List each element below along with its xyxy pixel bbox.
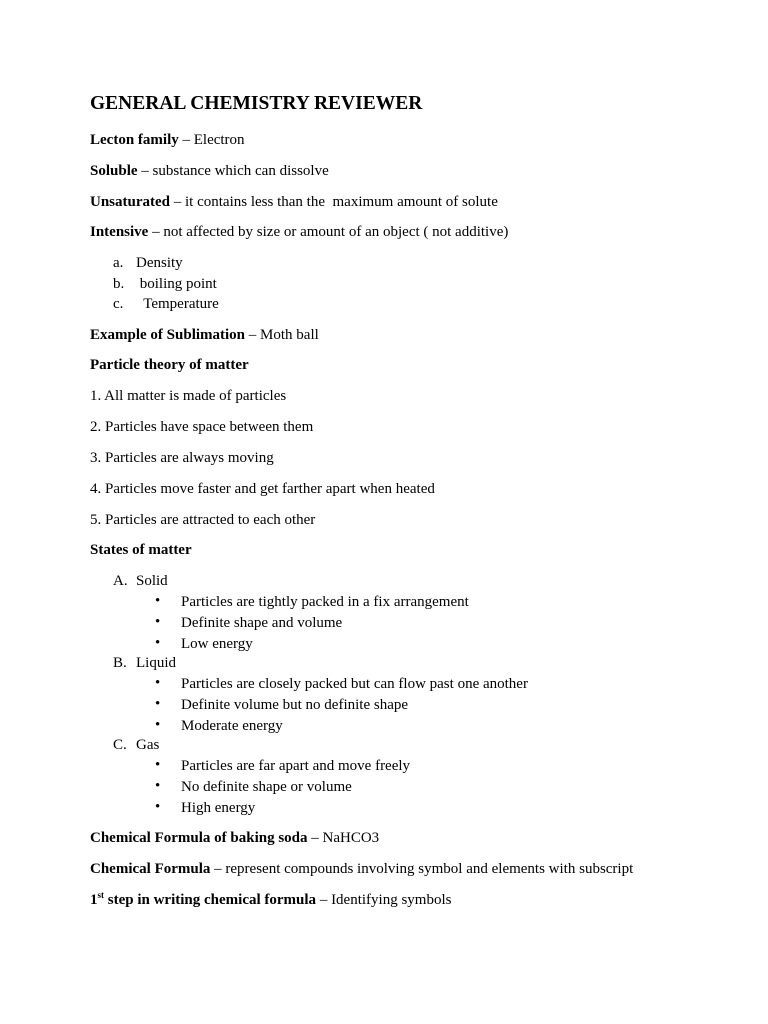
particle-theory-item: 4. Particles move faster and get farther apart when heated (90, 481, 435, 497)
state-marker: B. (113, 655, 127, 671)
page-title: GENERAL CHEMISTRY REVIEWER (90, 93, 423, 114)
definition: Electron (193, 132, 245, 148)
separator: – (178, 132, 194, 148)
bullet-icon: • (155, 696, 161, 712)
bullet-icon: • (155, 799, 161, 815)
state-marker: C. (113, 737, 127, 753)
list-item (113, 254, 123, 272)
list-item-text: boiling point (136, 276, 217, 292)
definition-unsaturated (90, 193, 498, 211)
definition: not affected by size or amount of an object ( not additive) (163, 224, 509, 240)
definition: NaHCO3 (322, 830, 380, 846)
term: Chemical Formula (90, 861, 211, 877)
list-marker: b. (113, 276, 125, 292)
list-item-text: Density (136, 255, 183, 271)
particle-theory-item: 5. Particles are attracted to each other (90, 512, 316, 528)
bullet-icon: • (155, 593, 161, 609)
list-item (113, 295, 123, 313)
term: Unsaturated (90, 194, 171, 210)
step-number: 1 (90, 892, 98, 908)
definition: Identifying symbols (331, 892, 452, 908)
term: Example of Sublimation (90, 327, 246, 343)
separator: – (307, 830, 323, 846)
state-point: No definite shape or volume (181, 779, 352, 795)
list-marker: c. (113, 296, 124, 312)
state-point: Low energy (181, 636, 253, 652)
particle-theory-item: 2. Particles have space between them (90, 419, 314, 435)
state-name: Gas (136, 737, 160, 753)
bullet-icon: • (155, 635, 161, 651)
section-heading-particle-theory: Particle theory of matter (90, 357, 249, 373)
definition-lecton-family (90, 131, 245, 149)
list-item-text: Temperature (136, 296, 219, 312)
bullet-icon: • (155, 757, 161, 773)
state-point: Particles are far apart and move freely (181, 758, 411, 774)
separator: – (148, 224, 164, 240)
definition-soluble (90, 162, 329, 180)
state-point: Particles are closely packed but can flow past one another (181, 676, 528, 692)
step-ordinal-suffix: st (97, 890, 104, 900)
term: Chemical Formula of baking soda (90, 830, 308, 846)
state-marker: A. (113, 573, 128, 589)
definition-intensive (90, 223, 508, 241)
bullet-icon: • (155, 614, 161, 630)
section-heading-states-of-matter: States of matter (90, 542, 192, 558)
state-point: Definite volume but no definite shape (181, 697, 409, 713)
definition: represent compounds involving symbol and elements with subscript (225, 861, 634, 877)
state-point: Moderate energy (181, 718, 283, 734)
state-name: Solid (136, 573, 168, 589)
separator: – (137, 163, 153, 179)
particle-theory-item: 1. All matter is made of particles (90, 388, 287, 404)
state-point: Particles are tightly packed in a fix arrangement (181, 594, 469, 610)
state-name: Liquid (136, 655, 176, 671)
definition-chemical-formula (90, 860, 633, 878)
definition: it contains less than the maximum amount of solute (185, 194, 498, 210)
separator: – (170, 194, 186, 210)
term: Intensive (90, 224, 149, 240)
definition: substance which can dissolve (152, 163, 329, 179)
term: Lecton family (90, 132, 179, 148)
state-point: Definite shape and volume (181, 615, 343, 631)
bullet-icon: • (155, 778, 161, 794)
particle-theory-item: 3. Particles are always moving (90, 450, 274, 466)
separator: – (210, 861, 226, 877)
bullet-icon: • (155, 675, 161, 691)
definition-first-step (90, 891, 451, 909)
term: step in writing chemical formula (104, 892, 317, 908)
state-point: High energy (181, 800, 256, 816)
separator: – (245, 327, 261, 343)
list-marker: a. (113, 255, 124, 271)
definition: Moth ball (260, 327, 319, 343)
term: Soluble (90, 163, 138, 179)
definition-baking-soda (90, 829, 379, 847)
definition-sublimation (90, 326, 319, 344)
bullet-icon: • (155, 717, 161, 733)
separator: – (316, 892, 332, 908)
list-item (113, 275, 124, 293)
